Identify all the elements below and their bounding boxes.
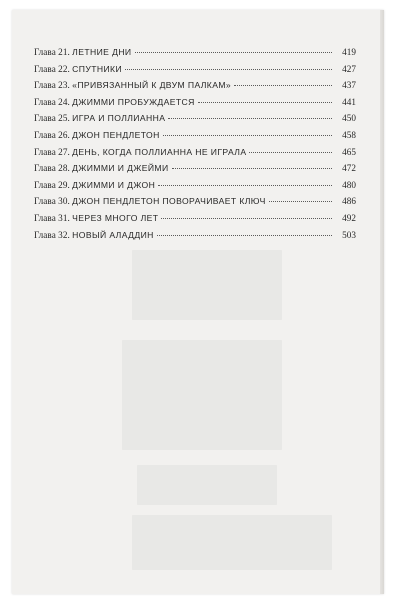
page-number: 486 <box>342 196 356 207</box>
toc-entry-25[interactable] <box>34 113 356 130</box>
chapter-label: Глава 23. <box>34 80 70 91</box>
toc-entry-26[interactable] <box>34 130 356 147</box>
chapter-title: ДЖОН ПЕНДЛЕТОН <box>72 129 160 140</box>
dot-leader <box>198 102 332 103</box>
chapter-label: Глава 21. <box>34 47 70 57</box>
toc-entry-24[interactable] <box>34 97 356 114</box>
dot-leader <box>125 69 332 70</box>
page-number: 458 <box>342 129 356 140</box>
dot-leader <box>249 152 332 153</box>
toc-entry-31[interactable] <box>34 213 356 230</box>
table-of-contents <box>34 47 356 246</box>
page-number: 492 <box>342 212 356 223</box>
dot-leader <box>161 218 332 219</box>
page-number: 419 <box>342 47 356 57</box>
page-number: 441 <box>342 96 356 107</box>
dot-leader <box>269 201 332 202</box>
chapter-label: Глава 22. <box>34 63 70 74</box>
bleed-through-block <box>137 465 277 505</box>
chapter-title: ДЖИММИ ПРОБУЖДАЕТСЯ <box>72 96 195 107</box>
chapter-title: СПУТНИКИ <box>72 63 123 74</box>
toc-entry-27[interactable] <box>34 147 356 164</box>
dot-leader <box>168 118 332 119</box>
page-number: 503 <box>342 229 356 240</box>
page-number: 472 <box>342 163 356 174</box>
chapter-title: ДЕНЬ, КОГДА ПОЛЛИАННА НЕ ИГРАЛА <box>72 146 247 157</box>
toc-entry-21[interactable] <box>34 47 356 64</box>
toc-entry-29[interactable] <box>34 180 356 197</box>
chapter-label: Глава 28. <box>34 163 70 174</box>
chapter-title: «ПРИВЯЗАННЫЙ К ДВУМ ПАЛКАМ» <box>72 80 232 91</box>
chapter-label: Глава 26. <box>34 129 70 140</box>
chapter-label: Глава 27. <box>34 146 70 157</box>
chapter-title: ИГРА И ПОЛЛИАННА <box>72 113 166 124</box>
dot-leader <box>158 185 332 186</box>
page-edge <box>380 10 384 594</box>
dot-leader <box>163 135 332 136</box>
toc-entry-22[interactable] <box>34 64 356 81</box>
dot-leader <box>135 52 333 53</box>
chapter-label: Глава 32. <box>34 229 70 240</box>
toc-entry-28[interactable] <box>34 163 356 180</box>
chapter-label: Глава 31. <box>34 212 70 223</box>
dot-leader <box>157 235 332 236</box>
dot-leader <box>172 168 332 169</box>
bleed-through-block <box>132 515 332 570</box>
book-page <box>12 10 384 594</box>
bleed-through-block <box>132 250 282 320</box>
chapter-title: ДЖОН ПЕНДЛЕТОН ПОВОРАЧИВАЕТ КЛЮЧ <box>72 196 266 207</box>
page-number: 427 <box>342 63 356 74</box>
page-number: 480 <box>342 179 356 190</box>
chapter-label: Глава 30. <box>34 196 70 207</box>
page-number: 450 <box>342 113 356 124</box>
page-number: 437 <box>342 80 356 91</box>
bleed-through-block <box>122 340 282 450</box>
chapter-label: Глава 24. <box>34 96 70 107</box>
chapter-title: ЛЕТНИЕ ДНИ <box>72 47 132 57</box>
toc-entry-32[interactable] <box>34 230 356 247</box>
dot-leader <box>234 85 332 86</box>
page-number: 465 <box>342 146 356 157</box>
chapter-title: ДЖИММИ И ДЖЕЙМИ <box>72 163 169 174</box>
toc-entry-23[interactable] <box>34 80 356 97</box>
chapter-label: Глава 29. <box>34 179 70 190</box>
chapter-title: ДЖИММИ И ДЖОН <box>72 179 156 190</box>
chapter-title: НОВЫЙ АЛАДДИН <box>72 229 154 240</box>
toc-entry-30[interactable] <box>34 196 356 213</box>
chapter-title: ЧЕРЕЗ МНОГО ЛЕТ <box>72 212 159 223</box>
chapter-label: Глава 25. <box>34 113 70 124</box>
